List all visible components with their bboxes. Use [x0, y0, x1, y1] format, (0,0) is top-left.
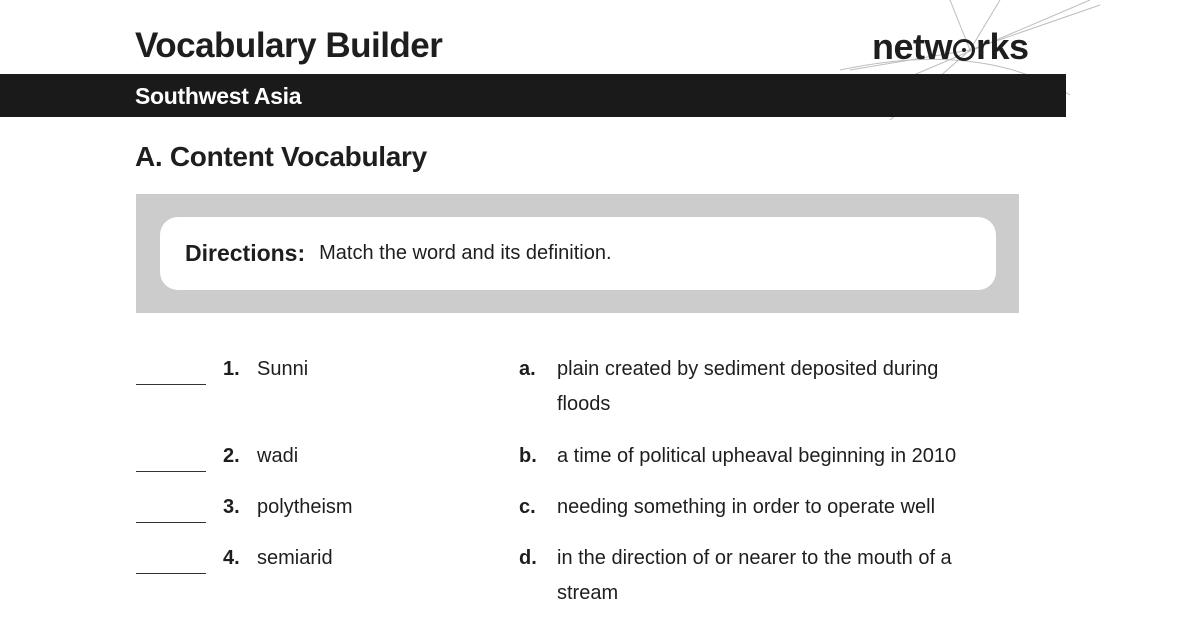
item-number: 4.	[223, 547, 240, 569]
answer-blank-4[interactable]	[136, 573, 206, 574]
definition-text: in the direction of or nearer to the mouth of a stream	[557, 547, 952, 604]
item-word: semiarid	[257, 547, 333, 569]
banner-subtitle: Southwest Asia	[135, 83, 302, 109]
section-heading: A. Content Vocabulary	[135, 141, 427, 172]
definition-letter: b.	[519, 445, 537, 467]
item-number: 2.	[223, 445, 240, 467]
definition-text: needing something in order to operate well	[557, 496, 936, 518]
answer-blank-3[interactable]	[136, 522, 206, 523]
definition-letter: c.	[519, 496, 536, 518]
item-number: 1.	[223, 358, 240, 380]
directions-box	[136, 194, 1019, 313]
definition-text: a time of political upheaval beginning in 2010	[557, 445, 957, 467]
logo-globe-icon	[953, 39, 975, 61]
item-number: 3.	[223, 496, 240, 518]
directions-panel	[160, 217, 996, 290]
item-word: polytheism	[257, 496, 353, 518]
directions-label: Directions:	[185, 240, 306, 266]
answer-blank-1[interactable]	[136, 384, 206, 385]
directions-text: Match the word and its definition.	[319, 242, 612, 264]
networks-logo: netw rks	[872, 26, 1029, 67]
page-title: Vocabulary Builder	[135, 26, 443, 65]
item-word: Sunni	[257, 358, 309, 380]
definition-letter: a.	[519, 358, 536, 380]
definition-letter: d.	[519, 547, 537, 569]
answer-blank-2[interactable]	[136, 471, 206, 472]
item-word: wadi	[257, 445, 299, 467]
definition-text: plain created by sediment deposited during floods	[557, 358, 939, 415]
